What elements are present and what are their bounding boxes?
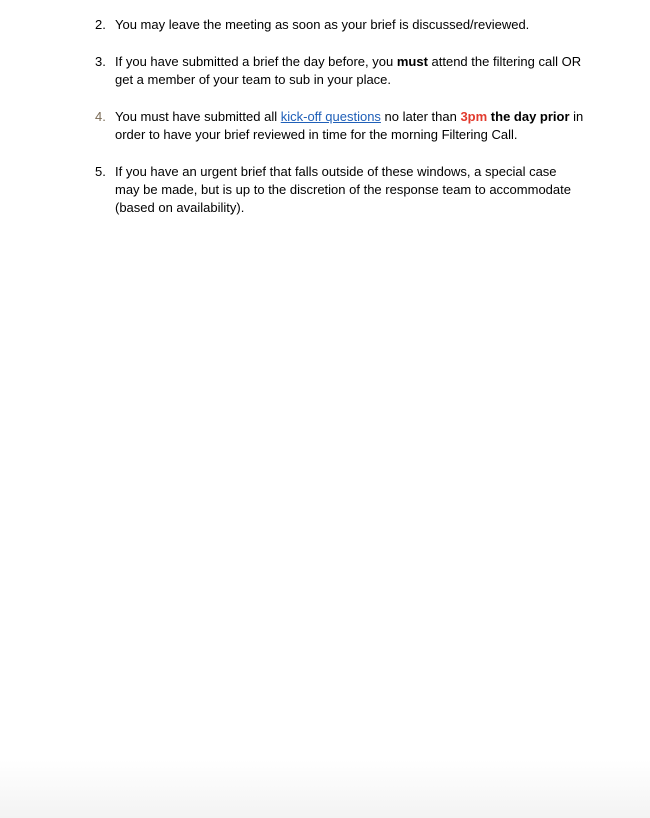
list-number: 5. (95, 164, 106, 179)
list-number: 3. (95, 54, 106, 69)
list-item-text (115, 53, 584, 89)
list-item-5 (94, 163, 584, 217)
rules-list (94, 16, 584, 236)
list-item-4 (94, 108, 584, 144)
emphasis-must: must (396, 54, 428, 69)
text-segment: If you have submitted a brief the day before, you (115, 54, 397, 69)
text-segment: in order to have your brief reviewed in time for the morning Filtering Call. (115, 109, 584, 142)
list-item-3 (94, 53, 584, 89)
list-number: 2. (95, 17, 106, 32)
list-number: 4. (95, 109, 106, 124)
list-item-text: You may leave the meeting as soon as your brief is discussed/reviewed. (115, 17, 530, 32)
kick-off-questions-link[interactable]: kick-off questions (280, 109, 381, 124)
text-segment: attend the filtering call OR get a member of your team to sub in your place. (115, 54, 582, 87)
text-segment: You must have submitted all (115, 109, 281, 124)
list-item-text: If you have an urgent brief that falls outside of these windows, a special case may be made, but is up to the discretion of the response team to accommodate (based on availability). (115, 164, 571, 215)
deadline-time: 3pm (460, 109, 488, 124)
list-item-text (115, 108, 584, 144)
list-item-2 (94, 16, 584, 34)
text-segment: no later than (380, 109, 461, 124)
emphasis-day-prior: the day prior (490, 109, 570, 124)
